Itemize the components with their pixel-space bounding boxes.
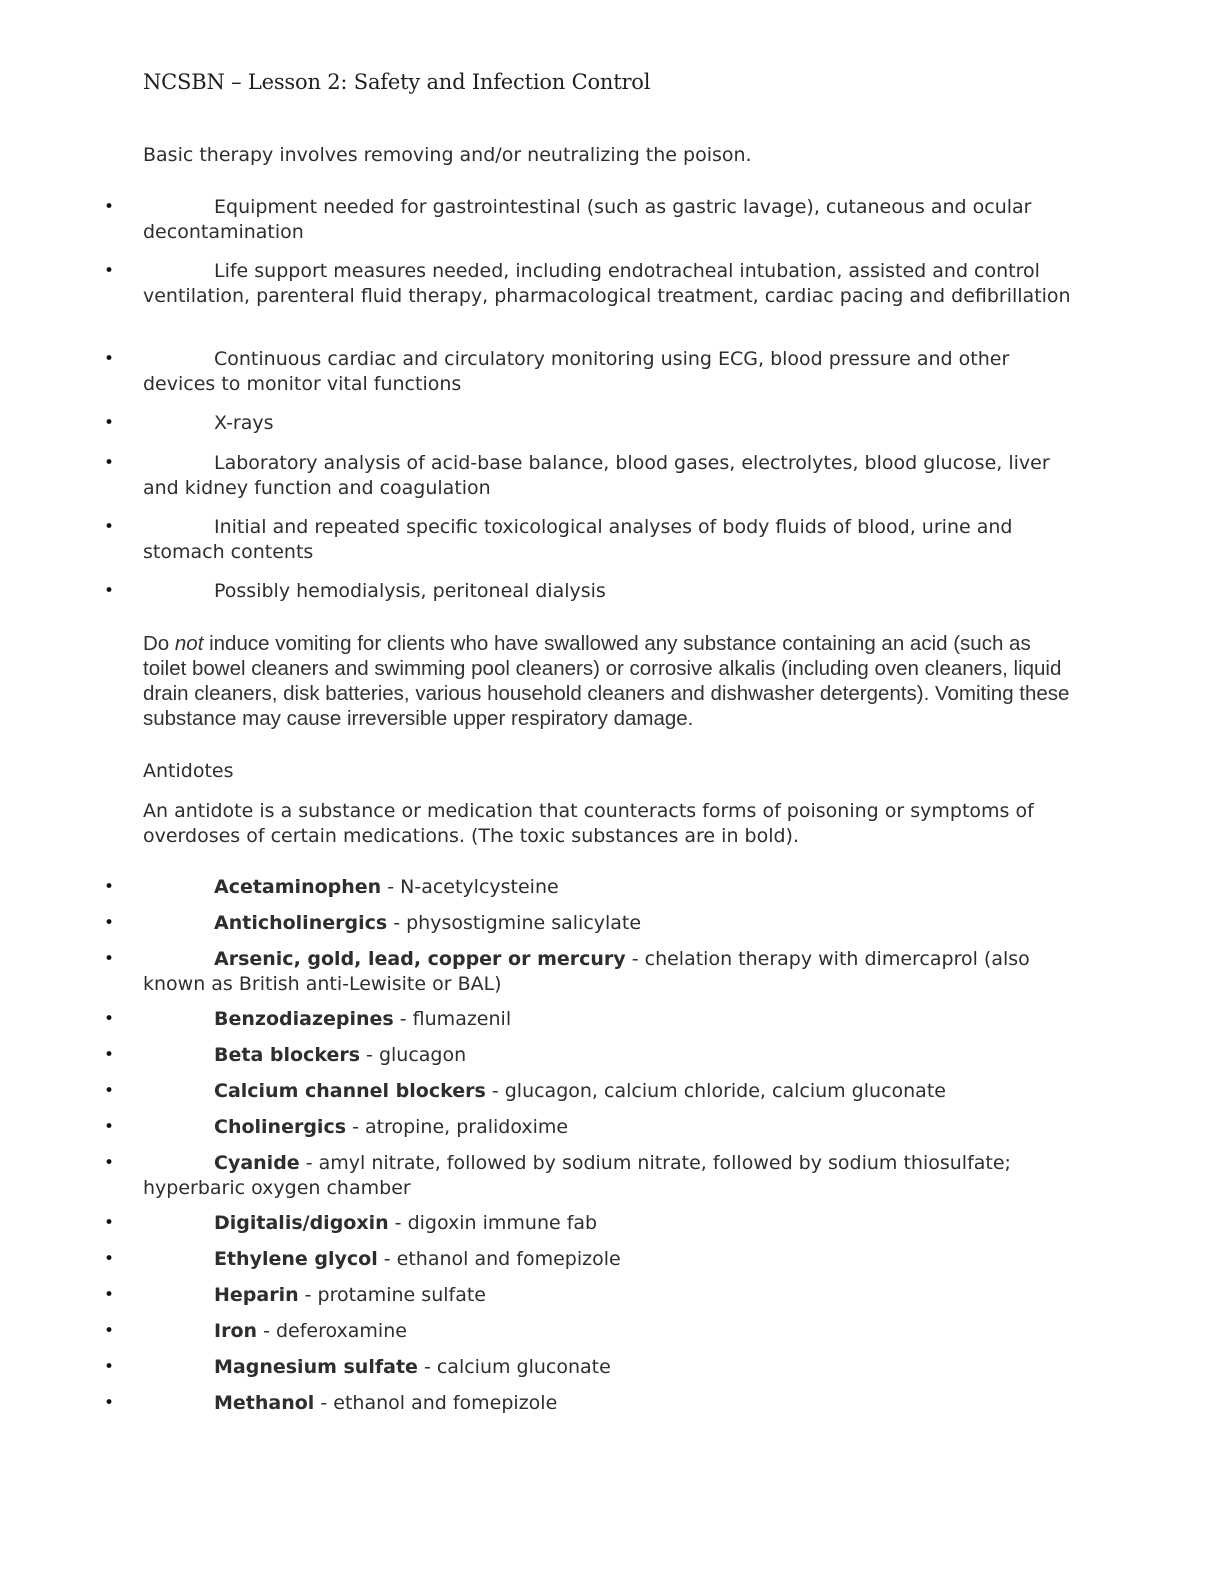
bullet-icon: •	[104, 413, 115, 433]
list-item: • Possibly hemodialysis, peritoneal dialysis	[104, 580, 606, 602]
list-item: • X-rays	[104, 412, 274, 434]
bullet-icon: •	[104, 1249, 115, 1269]
antidote-item: • Calcium channel blockers - glucagon, calcium chloride, calcium gluconate	[104, 1080, 946, 1102]
antidote-item: • Heparin - protamine sulfate	[104, 1284, 486, 1306]
antidote-item: • Beta blockers - glucagon	[104, 1044, 467, 1066]
antidote-item: • Arsenic, gold, lead, copper or mercury - chelation therapy with dimercaprol (also known as British anti-Lewisite or BAL)	[104, 948, 1030, 995]
bullet-icon: •	[104, 261, 115, 281]
bullet-icon: •	[104, 453, 115, 473]
bullet-icon: •	[104, 1117, 115, 1137]
bullet-icon: •	[104, 581, 115, 601]
page-header: NCSBN – Lesson 2: Safety and Infection Control	[143, 70, 651, 94]
bullet-icon: •	[104, 197, 115, 217]
antidote-item: • Cyanide - amyl nitrate, followed by sodium nitrate, followed by sodium thiosulfate; hyperbaric oxygen chamber	[104, 1152, 1011, 1199]
list-item: • Initial and repeated specific toxicological analyses of body fluids of blood, urine and stomach contents	[104, 516, 1013, 563]
antidote-item: • Acetaminophen - N-acetylcysteine	[104, 876, 559, 898]
bullet-icon: •	[104, 949, 115, 969]
antidote-item: • Cholinergics - atropine, pralidoxime	[104, 1116, 569, 1138]
bullet-icon: •	[104, 1357, 115, 1377]
list-item: • Equipment needed for gastrointestinal (such as gastric lavage), cutaneous and ocular decontamination	[104, 196, 1032, 243]
list-item: • Life support measures needed, including endotracheal intubation, assisted and control ventilation, parenteral fluid therapy, pharmacological treatment, cardiac pacing and defibrillation	[104, 260, 1071, 307]
antidote-item: • Ethylene glycol - ethanol and fomepizole	[104, 1248, 621, 1270]
bullet-icon: •	[104, 877, 115, 897]
bullet-icon: •	[104, 1285, 115, 1305]
bullet-icon: •	[104, 913, 115, 933]
antidote-item: • Iron - deferoxamine	[104, 1320, 407, 1342]
antidote-item: • Benzodiazepines - flumazenil	[104, 1008, 512, 1030]
bullet-icon: •	[104, 1081, 115, 1101]
warning-paragraph: Do not induce vomiting for clients who have swallowed any substance containing an acid (such as toilet bowel cleaners and swimming pool cleaners) or corrosive alkalis (including oven cleaners, liquid drain cleaners, disk batteries, various household cleaners and dishwasher detergents). Vomiting these substance may cause irreversible upper respiratory damage.	[143, 632, 1070, 730]
bullet-icon: •	[104, 1213, 115, 1233]
emphasis-text: not	[174, 632, 204, 655]
bullet-icon: •	[104, 1009, 115, 1029]
bullet-icon: •	[104, 1393, 115, 1413]
antidotes-intro: An antidote is a substance or medication that counteracts forms of poisoning or symptoms of overdoses of certain medications. (The toxic substances are in bold).	[143, 800, 1034, 847]
bullet-icon: •	[104, 517, 115, 537]
antidote-item: • Methanol - ethanol and fomepizole	[104, 1392, 558, 1414]
antidote-item: • Anticholinergics - physostigmine salicylate	[104, 912, 642, 934]
bullet-icon: •	[104, 1045, 115, 1065]
intro-paragraph: Basic therapy involves removing and/or neutralizing the poison.	[143, 144, 752, 166]
list-item: • Continuous cardiac and circulatory monitoring using ECG, blood pressure and other devices to monitor vital functions	[104, 348, 1010, 395]
antidotes-heading: Antidotes	[143, 760, 234, 782]
antidote-item: • Magnesium sulfate - calcium gluconate	[104, 1356, 611, 1378]
bullet-icon: •	[104, 349, 115, 369]
bullet-icon: •	[104, 1153, 115, 1173]
list-item: • Laboratory analysis of acid-base balance, blood gases, electrolytes, blood glucose, liver and kidney function and coagulation	[104, 452, 1050, 499]
antidote-item: • Digitalis/digoxin - digoxin immune fab	[104, 1212, 598, 1234]
bullet-icon: •	[104, 1321, 115, 1341]
